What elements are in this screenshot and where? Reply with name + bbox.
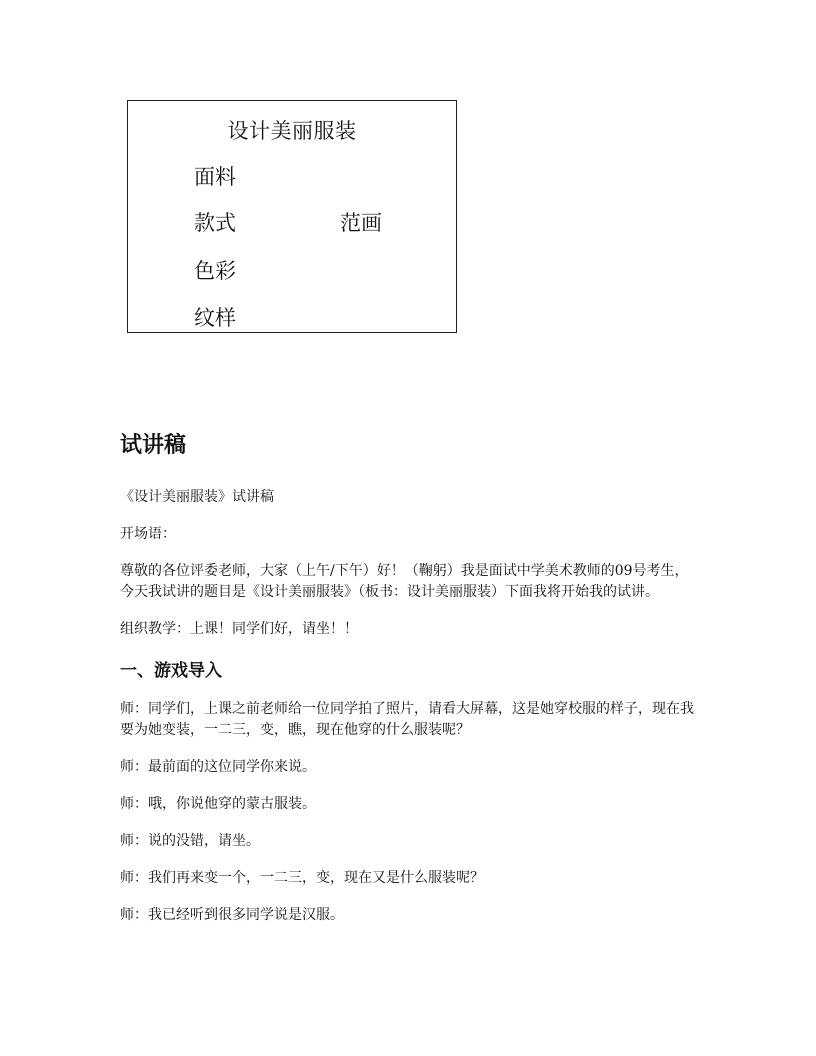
board-side-label: 范画 xyxy=(340,211,382,235)
organize-text: 组织教学：上课！同学们好，请坐！！ xyxy=(120,621,358,637)
board-item-pattern: 纹样 xyxy=(194,306,236,330)
dialogue-line: 师：最前面的这位同学你来说。 xyxy=(120,759,316,775)
board-item-fabric: 面料 xyxy=(194,165,236,189)
dialogue-line: 师：我已经听到很多同学说是汉服。 xyxy=(120,907,344,923)
blackboard-box xyxy=(127,100,457,333)
dialogue-line: 师：说的没错，请坐。 xyxy=(120,833,260,849)
dialogue-line: 师：同学们，上课之前老师给一位同学拍了照片，请看大屏幕，这是她穿校服的样子，现在我要为她变装，一二三，变，瞧，现在他穿的什么服装呢？ xyxy=(120,701,694,738)
document-subtitle: 《设计美丽服装》试讲稿 xyxy=(120,489,274,505)
board-item-color: 色彩 xyxy=(194,259,236,283)
board-title: 设计美丽服装 xyxy=(227,119,357,143)
document-body xyxy=(120,428,700,942)
document-heading: 试讲稿 xyxy=(120,433,187,458)
dialogue-line: 师：我们再来变一个，一二三，变，现在又是什么服装呢？ xyxy=(120,870,484,886)
board-item-style: 款式 xyxy=(194,211,236,235)
opening-text: 尊敬的各位评委老师，大家（上午/下午）好！（鞠躬）我是面试中学美术教师的09号考生，今天我试讲的题目是《设计美丽服装》（板书：设计美丽服装）下面我将开始我的试讲。 xyxy=(120,563,689,600)
opening-label: 开场语： xyxy=(120,526,176,542)
dialogue-line: 师：哦，你说他穿的蒙古服装。 xyxy=(120,796,316,812)
section-title: 一、游戏导入 xyxy=(120,661,222,681)
